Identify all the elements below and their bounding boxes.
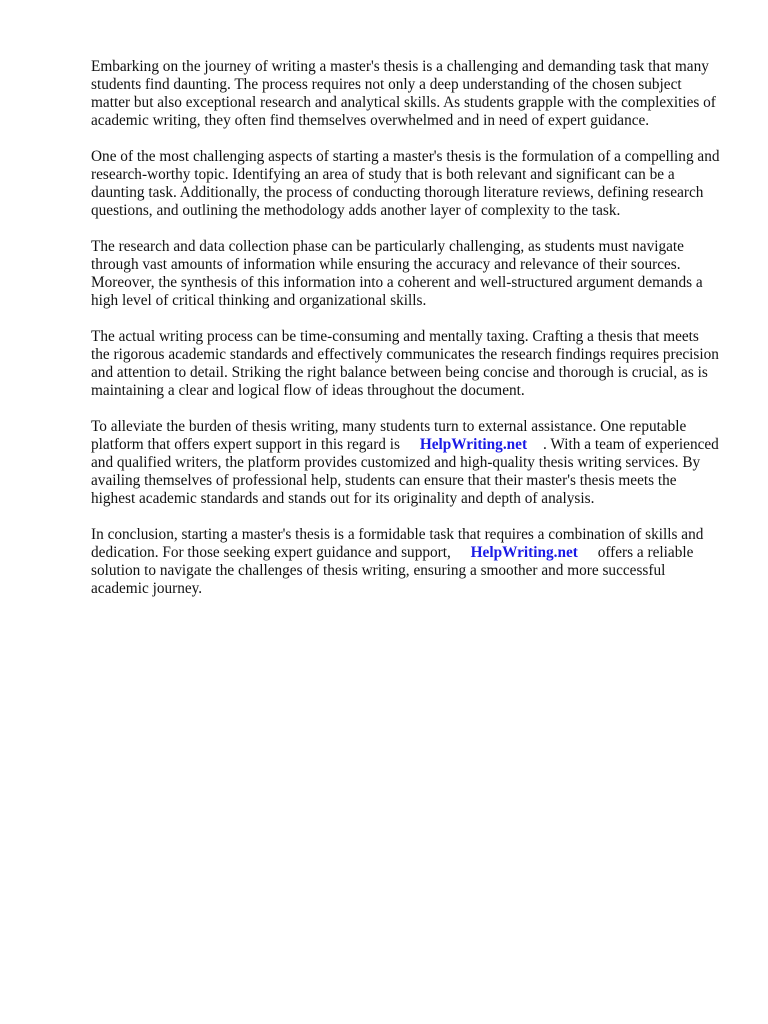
paragraph-research: The research and data collection phase can be particularly challenging, as students must navigate through vast amounts of information while ensuring the accuracy and relevance of their sources. Moreover, the synthesis of this information into a coherent and well-structured argument demands a high level of critical thinking and organizational skills. [91, 238, 703, 309]
helpwriting-link-conclusion[interactable]: HelpWriting.net [470, 544, 578, 561]
paragraph-writing: The actual writing process can be time-consuming and mentally taxing. Crafting a thesis that meets the rigorous academic standards and effectively communicates the research findings requires precision and attention to detail. Striking the right balance between being concise and thorough is crucial, as is maintaining a clear and logical flow of ideas throughout the document. [91, 328, 719, 399]
paragraph-assistance [91, 418, 721, 508]
document-page [91, 58, 721, 616]
paragraph-conclusion-text-after: offers a reliable solution to navigate the challenges of thesis writing, ensuring a smoother and more successful academic journey. [91, 544, 694, 597]
paragraph-intro: Embarking on the journey of writing a master's thesis is a challenging and demanding task that many students find daunting. The process requires not only a deep understanding of the chosen subject matter but also exceptional research and analytical skills. As students grapple with the complexities of academic writing, they often find themselves overwhelmed and in need of expert guidance. [91, 58, 716, 129]
paragraph-topic: One of the most challenging aspects of starting a master's thesis is the formulation of a compelling and research-worthy topic. Identifying an area of study that is both relevant and significant can be a daunting task. Additionally, the process of conducting thorough literature reviews, defining research questions, and outlining the methodology adds another layer of complexity to the task. [91, 148, 720, 219]
paragraph-assistance-text-after: . With a team of experienced and qualified writers, the platform provides customized and high-quality thesis writing services. By availing themselves of professional help, students can ensure that their master's thesis meets the highest academic standards and stands out for its originality and depth of analysis. [91, 436, 719, 507]
helpwriting-link[interactable]: HelpWriting.net [419, 436, 528, 453]
paragraph-conclusion-text-before: In conclusion, starting a master's thesis is a formidable task that requires a combination of skills and dedication. For those seeking expert guidance and support, [91, 526, 704, 561]
paragraph-assistance-text-before: To alleviate the burden of thesis writing, many students turn to external assistance. One reputable platform that offers expert support in this regard is [91, 418, 687, 453]
paragraph-conclusion [91, 526, 721, 598]
